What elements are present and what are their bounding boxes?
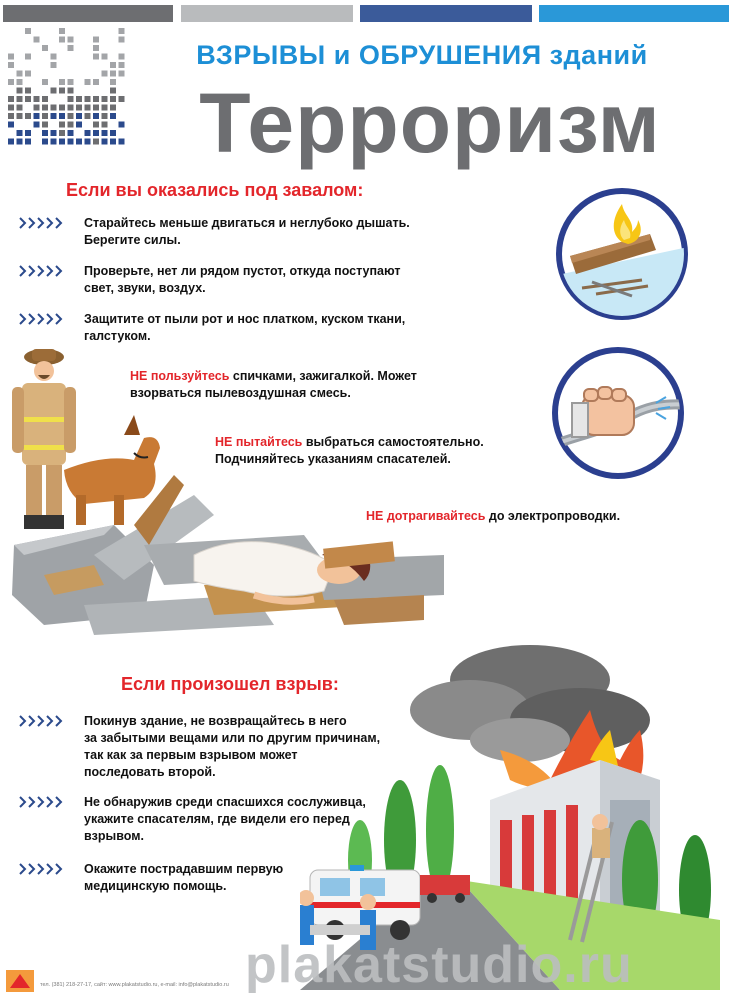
warning-text: спичками, зажигалкой. Может взорваться пылевоздушная смесь. [130,369,417,400]
pixel-square [17,96,23,102]
pixel-square [59,88,65,94]
pixel-square [68,130,74,136]
pixel-square [42,139,48,145]
pixel-square [110,96,116,102]
pixel-square [8,96,14,102]
pixel-square [93,105,99,111]
pixel-square [42,96,48,102]
pixel-square [42,122,48,128]
pixel-square [110,79,116,85]
pixel-square [110,113,116,119]
pixel-square [8,54,14,60]
rubble-rescue-illustration [4,345,454,645]
pixel-square [51,62,57,68]
pixel-square [85,105,91,111]
section1-bullet-text: Старайтесь меньше двигаться и неглубоко дышать. Берегите силы. [84,216,410,247]
pixel-square [17,113,23,119]
pixel-square [17,79,23,85]
pixel-square [85,113,91,119]
pixel-square [119,122,125,128]
warning-text: до электропроводки. [485,509,621,523]
top-bar-2 [181,5,353,22]
pixel-square [25,71,31,77]
pixel-square [85,139,91,145]
pixel-square [25,113,31,119]
pixel-square [110,88,116,94]
pixel-square [68,45,74,51]
warning-red-text: НЕ пытайтесь [215,435,303,449]
matches-fire-icon [552,184,692,324]
pixel-square [102,105,108,111]
pixel-square [25,88,31,94]
pixel-square [102,54,108,60]
section2-bullet-text: Покинув здание, не возвращайтесь в него за забытыми вещами или по другим причинам, так как за первым взрывом может последовать второй. [84,714,381,779]
pixel-square [119,28,125,34]
pixel-square [42,130,48,136]
pixel-square [119,71,125,77]
warning-red-text: НЕ дотрагивайтесь [366,509,486,523]
pixel-square [25,54,31,60]
top-bar-3 [360,5,532,22]
pixel-square [59,79,65,85]
pixel-square [93,37,99,43]
pixel-square [59,122,65,128]
pixel-square [85,96,91,102]
section1-bullet-1 [18,215,410,249]
pixel-square [8,139,14,145]
pixel-square [59,37,65,43]
pixel-square [110,139,116,145]
pixel-square [59,28,65,34]
pixel-square [34,122,40,128]
pixel-square [25,28,31,34]
pixel-square [93,45,99,51]
chevron-arrows-icon [18,715,66,727]
warning-text: выбраться самостоятельно. Подчиняйтесь указаниям спасателей. [215,435,484,466]
pixel-square [34,37,40,43]
pixel-square [93,54,99,60]
section2-bullet-3 [18,861,283,895]
pixel-square [110,71,116,77]
pixel-square [51,88,57,94]
pixel-square [59,130,65,136]
firefighter-figure [12,349,76,529]
pixel-square [51,139,57,145]
pixel-square [93,122,99,128]
pixel-square [102,96,108,102]
pixel-square [102,139,108,145]
pixel-square [51,113,57,119]
pixel-square [42,79,48,85]
poster-title: Терроризм [199,76,661,170]
pixel-square [68,139,74,145]
pixel-square [59,113,65,119]
pixel-square [42,45,48,51]
pixel-square [76,105,82,111]
pixel-square [93,113,99,119]
top-bar-4 [539,5,729,22]
pixel-square [8,79,14,85]
pixel-square [68,105,74,111]
chevron-arrows-icon [18,313,66,325]
pixel-square [34,96,40,102]
pixel-square [17,71,23,77]
pixel-square [68,96,74,102]
rescue-dog-figure [64,415,160,525]
pixel-square [51,105,57,111]
section2-bullet-text: Окажите пострадавшим первую медицинскую помощь. [84,862,284,893]
pixel-square [102,71,108,77]
pixel-square [25,139,31,145]
section2-bullet-text: Не обнаружив среди спасшихся сослуживца, укажите спасателям, где видели его перед взрывом. [84,795,366,843]
pixel-square [68,122,74,128]
pixel-square [17,105,23,111]
pixel-square [110,130,116,136]
pixel-square [68,79,74,85]
section1-title: Если вы оказались под завалом: [66,180,364,200]
pixel-square [102,113,108,119]
pixel-square [76,113,82,119]
pixel-square [51,54,57,60]
pixel-square [102,130,108,136]
pixel-square [17,139,23,145]
chevron-arrows-icon [18,863,66,875]
pixel-square [93,79,99,85]
top-bar-1 [3,5,173,22]
pixel-pattern-logo [8,28,128,148]
pixel-square [110,105,116,111]
poster-subtitle: ВЗРЫВЫ и ОБРУШЕНИЯ зданий [196,40,648,70]
pixel-square [51,130,57,136]
pixel-square [34,105,40,111]
pixel-square [119,96,125,102]
pixel-square [59,139,65,145]
section2-title: Если произошел взрыв: [121,674,339,694]
pixel-square [76,122,82,128]
pixel-square [76,96,82,102]
section1-bullet-3 [18,311,405,345]
pixel-square [25,96,31,102]
section1-bullet-text: Защитите от пыли рот и нос платком, куском ткани, галстуком. [84,312,406,343]
chevron-arrows-icon [18,265,66,277]
pixel-square [17,130,23,136]
pixel-square [59,105,65,111]
pixel-square [93,96,99,102]
chevron-arrows-icon [18,796,66,808]
pixel-square [8,105,14,111]
pixel-square [85,130,91,136]
pixel-square [93,139,99,145]
pixel-square [34,113,40,119]
pixel-square [25,130,31,136]
chevron-arrows-icon [18,217,66,229]
pixel-square [8,113,14,119]
warning-red-text: НЕ пользуйтесь [130,369,230,383]
pixel-square [110,62,116,68]
pixel-square [42,105,48,111]
pixel-square [68,113,74,119]
pixel-square [8,62,14,68]
section1-bullet-text: Проверьте, нет ли рядом пустот, откуда поступают свет, звуки, воздух. [84,264,401,295]
pixel-square [68,37,74,43]
watermark-text: plakatstudio.ru [245,936,633,994]
hand-wire-icon [548,343,688,483]
pixel-square [76,139,82,145]
pixel-square [68,88,74,94]
pixel-square [102,122,108,128]
pixel-square [93,130,99,136]
pixel-square [42,113,48,119]
footer-contact-text: тел. (381) 218-27-17, сайт: www.plakatstudio.ru, e-mail: info@plakatstudio.ru [40,982,229,988]
pixel-square [17,88,23,94]
pixel-square [8,122,14,128]
pixel-square [85,79,91,85]
pixel-square [119,139,125,145]
section1-bullet-2 [18,263,401,297]
publisher-logo [6,970,34,992]
